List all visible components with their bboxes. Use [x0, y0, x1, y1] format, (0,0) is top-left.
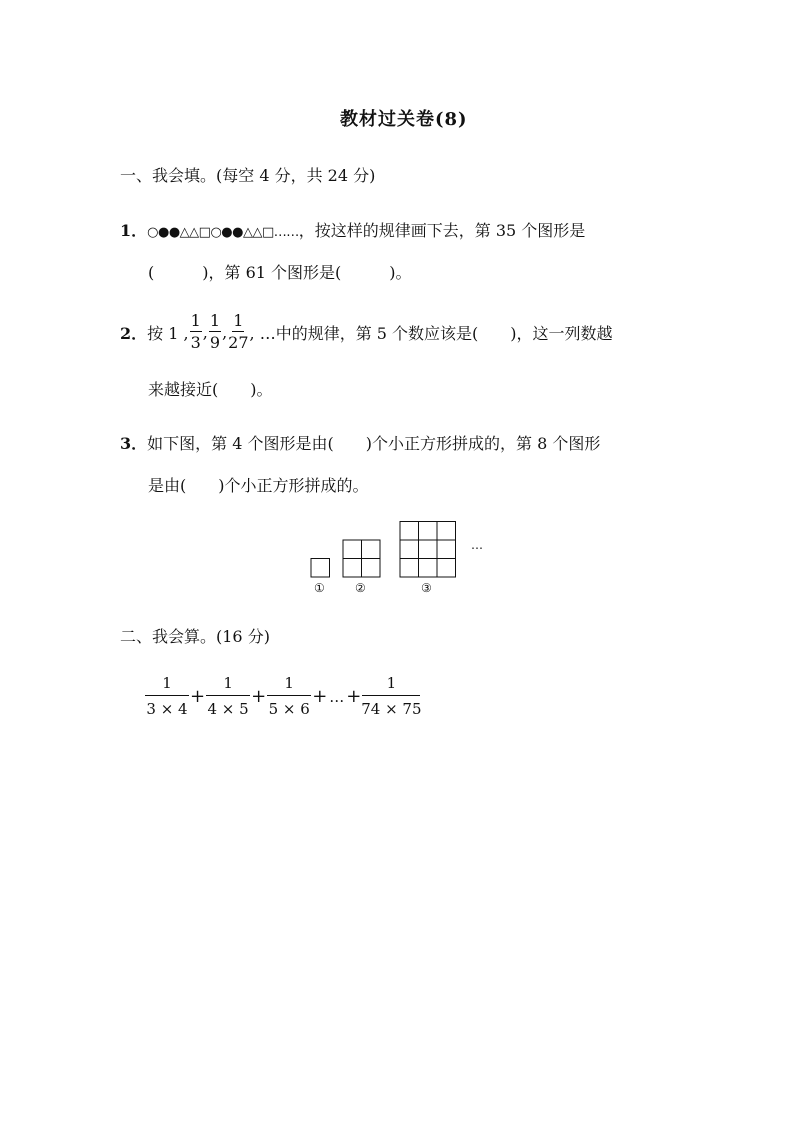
grid-cell-figure-3: [437, 540, 456, 559]
section-2-heading: 二、我会算。(16 分): [120, 627, 270, 646]
grid-cell-figure-3: [400, 522, 419, 541]
grid-cell-figure-2: [343, 559, 362, 578]
term-1: $\frac{1}{3 \times 4}$: [146, 674, 188, 718]
figure-label-3: ③: [421, 581, 432, 595]
last-term: $\frac{1}{74 \times 75}$: [361, 674, 422, 718]
question-1-text: ，按这样的规律画下去，第 35 个图形是: [298, 221, 586, 240]
fraction-1-9: $\frac{1}{9}$: [209, 311, 221, 352]
expression-ellipsis: …: [329, 687, 345, 706]
question-3-number: 3．: [120, 434, 148, 453]
question-1-line-1: [120, 218, 585, 241]
section-1-heading: 一、我会填。(每空 4 分，共 24 分): [120, 166, 376, 185]
term-3: $\frac{1}{5 \times 6}$: [268, 674, 310, 718]
question-2-suffix: , …中的规律，第 5 个数应该是( )，这一列数越: [249, 323, 613, 343]
question-1-number: 1．: [120, 221, 148, 240]
question-2-number: 2．: [120, 323, 148, 343]
plus-sign: +: [251, 686, 267, 707]
grid-cell-figure-1: [311, 559, 330, 578]
grid-cell-figure-2: [362, 559, 381, 578]
square-pattern-figure: [300, 515, 500, 600]
fraction-1-27: $\frac{1}{27}$: [228, 311, 249, 352]
question-1-sequence: ○●●△△□○●●△△□……: [147, 225, 299, 240]
page-title: 教材过关卷(8): [340, 109, 468, 130]
question-2-prefix: 按 1 ,: [147, 323, 189, 343]
question-3-line-2: 是由( )个小正方形拼成的。: [148, 476, 369, 495]
sum-expression: [145, 676, 420, 717]
grid-cell-figure-3: [419, 540, 438, 559]
term-2: $\frac{1}{4 \times 5}$: [207, 674, 249, 718]
plus-sign: +: [190, 686, 206, 707]
figure-label-2: ②: [355, 581, 366, 595]
grid-cell-figure-3: [437, 559, 456, 578]
question-3-line-1: [120, 431, 600, 454]
question-2-line-2: 来越接近( )。: [148, 380, 273, 399]
grid-cell-figure-3: [419, 522, 438, 541]
question-2-line-1: 2． 按 1 , $\frac{1}{3}$ , $\frac{1}{9}$ , $\frac{1}{27}$ , …中的规律，第 5 个数应该是( )，这一列数越: [120, 311, 613, 352]
grid-cell-figure-3: [400, 559, 419, 578]
grid-cell-figure-3: [419, 559, 438, 578]
figure-ellipsis: …: [471, 538, 483, 552]
question-3-text: 如下图，第 4 个图形是由( )个小正方形拼成的，第 8 个图形: [147, 434, 601, 453]
grid-cell-figure-3: [400, 540, 419, 559]
grid-cell-figure-2: [343, 540, 362, 559]
figure-label-1: ①: [314, 581, 325, 595]
grid-cell-figure-2: [362, 540, 381, 559]
grid-cell-figure-3: [437, 522, 456, 541]
question-1-line-2: ( )，第 61 个图形是( )。: [148, 263, 412, 282]
fraction-1-3: $\frac{1}{3}$: [190, 311, 201, 352]
plus-sign: +: [312, 686, 328, 707]
plus-sign: +: [346, 686, 362, 707]
